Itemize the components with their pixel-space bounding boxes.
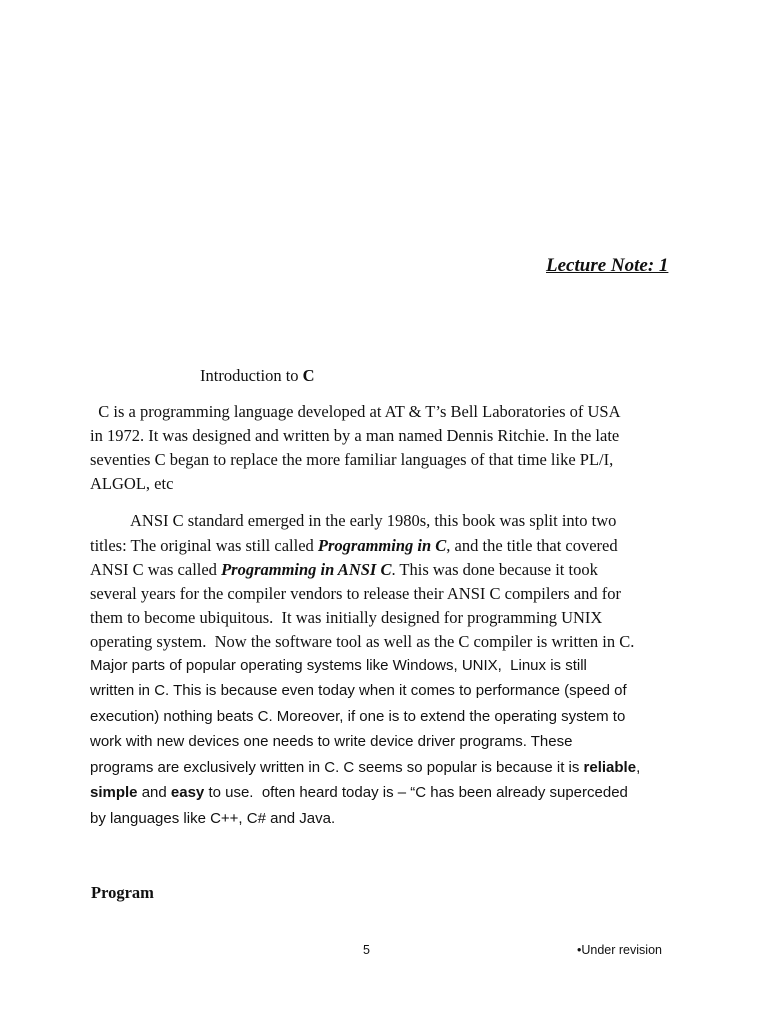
- page-number: 5: [363, 943, 370, 957]
- para2-text: programs are exclusively written in C. C seems so popular is because it is: [90, 759, 584, 776]
- para2-text: titles: The original was still called: [90, 536, 318, 555]
- para2-line: [90, 536, 618, 556]
- para2-text: ,: [636, 759, 641, 776]
- para2-text: ANSI C was called: [90, 560, 222, 579]
- para2-line: work with new devices one needs to write device driver programs. These: [90, 733, 573, 750]
- intro-heading-bold: C: [302, 366, 315, 385]
- para2-line: [90, 759, 640, 776]
- book-title-programming-in-c: Programming in C: [317, 536, 447, 555]
- para2-line: execution) nothing beats C. Moreover, if one is to extend the operating system to: [90, 708, 626, 725]
- para2-line: operating system. Now the software tool as well as the C compiler is written in C.: [90, 632, 635, 651]
- para2-line: written in C. This is because even today when it comes to performance (speed of: [90, 682, 627, 699]
- para2-line: ANSI C standard emerged in the early 1980s, this book was split into two: [130, 511, 617, 530]
- keyword-simple: simple: [90, 784, 138, 801]
- book-title-programming-in-ansi-c: Programming in ANSI C: [221, 560, 392, 579]
- para1-line: ALGOL, etc: [90, 474, 174, 493]
- para2-line: [90, 560, 598, 580]
- keyword-easy: easy: [170, 784, 205, 801]
- para2-line: several years for the compiler vendors to release their ANSI C compilers and for: [90, 584, 622, 603]
- para1-line: seventies C began to replace the more familiar languages of that time like PL/I,: [90, 450, 614, 469]
- intro-heading: [200, 366, 315, 386]
- footer-note: •Under revision: [577, 943, 662, 957]
- para2-text: . This was done because it took: [391, 560, 598, 579]
- para2-line: Major parts of popular operating systems like Windows, UNIX, Linux is still: [90, 657, 587, 674]
- intro-heading-text: Introduction to: [200, 366, 303, 385]
- para2-line: by languages like C++, C# and Java.: [90, 810, 336, 827]
- lecture-note-title: Lecture Note: 1: [546, 255, 669, 276]
- para2-line: them to become ubiquitous. It was initially designed for programming UNIX: [90, 608, 603, 627]
- para2-text: , and the title that covered: [446, 536, 618, 555]
- program-heading: Program: [91, 883, 154, 902]
- para2-line: [90, 784, 628, 801]
- keyword-reliable: reliable: [583, 759, 637, 776]
- para1-line: C is a programming language developed at AT & T’s Bell Laboratories of USA: [90, 402, 621, 421]
- para2-text: to use. often heard today is – “C has been already superceded: [204, 784, 628, 801]
- para2-text: and: [137, 784, 171, 801]
- para1-line: in 1972. It was designed and written by a man named Dennis Ritchie. In the late: [90, 426, 620, 445]
